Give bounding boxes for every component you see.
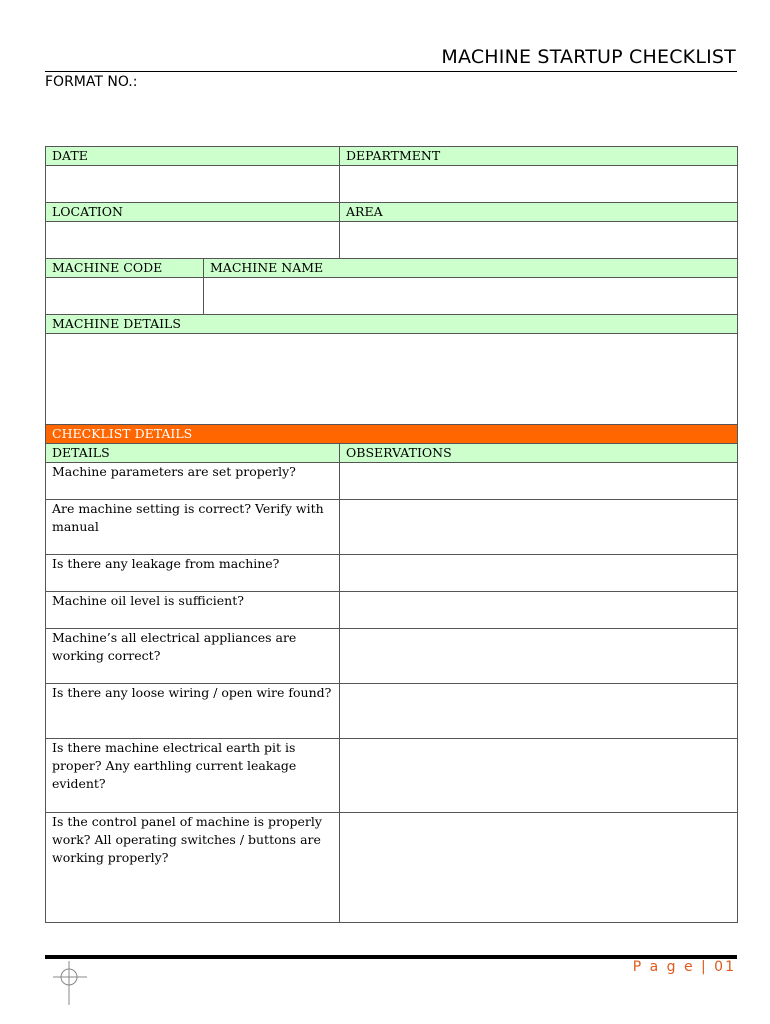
machine-name-label: MACHINE NAME bbox=[204, 259, 738, 278]
observation-field[interactable] bbox=[340, 813, 738, 923]
checklist-item: Machine’s all electrical appliances are working correct? bbox=[46, 629, 340, 684]
format-number-label: FORMAT NO.: bbox=[45, 74, 138, 90]
page-number: P a g e | 01 bbox=[632, 959, 736, 975]
checklist-row bbox=[46, 739, 738, 813]
observation-field[interactable] bbox=[340, 500, 738, 555]
title-rule bbox=[45, 71, 737, 72]
checklist-row bbox=[46, 629, 738, 684]
machine-code-field[interactable] bbox=[46, 278, 204, 315]
observation-field[interactable] bbox=[340, 592, 738, 629]
machine-code-label: MACHINE CODE bbox=[46, 259, 204, 278]
details-column-header: DETAILS bbox=[46, 444, 340, 463]
observations-column-header: OBSERVATIONS bbox=[340, 444, 738, 463]
machine-details-field[interactable] bbox=[46, 334, 738, 425]
checklist-row bbox=[46, 555, 738, 592]
observation-field[interactable] bbox=[340, 463, 738, 500]
checklist-section-header: CHECKLIST DETAILS bbox=[46, 425, 738, 444]
checklist-row bbox=[46, 813, 738, 923]
checklist-item: Machine parameters are set properly? bbox=[46, 463, 340, 500]
checklist-item: Are machine setting is correct? Verify with manual bbox=[46, 500, 340, 555]
checklist-item: Machine oil level is sufficient? bbox=[46, 592, 340, 629]
document-title: MACHINE STARTUP CHECKLIST bbox=[441, 46, 736, 68]
machine-details-label: MACHINE DETAILS bbox=[46, 315, 738, 334]
observation-field[interactable] bbox=[340, 684, 738, 739]
observation-field[interactable] bbox=[340, 555, 738, 592]
checklist-row bbox=[46, 463, 738, 500]
checklist-row bbox=[46, 684, 738, 739]
machine-startup-form bbox=[45, 146, 738, 923]
checklist-item: Is the control panel of machine is properly work? All operating switches / buttons are working properly? bbox=[46, 813, 340, 923]
department-field[interactable] bbox=[340, 166, 738, 203]
machine-name-field[interactable] bbox=[204, 278, 738, 315]
checklist-item: Is there any leakage from machine? bbox=[46, 555, 340, 592]
checklist-row bbox=[46, 500, 738, 555]
area-field[interactable] bbox=[340, 222, 738, 259]
checklist-row bbox=[46, 592, 738, 629]
observation-field[interactable] bbox=[340, 739, 738, 813]
location-field[interactable] bbox=[46, 222, 340, 259]
checklist-item: Is there any loose wiring / open wire found? bbox=[46, 684, 340, 739]
checklist-item: Is there machine electrical earth pit is proper? Any earthling current leakage evident? bbox=[46, 739, 340, 813]
location-label: LOCATION bbox=[46, 203, 340, 222]
area-label: AREA bbox=[340, 203, 738, 222]
department-label: DEPARTMENT bbox=[340, 147, 738, 166]
crosshair-icon bbox=[53, 961, 89, 1007]
observation-field[interactable] bbox=[340, 629, 738, 684]
date-field[interactable] bbox=[46, 166, 340, 203]
date-label: DATE bbox=[46, 147, 340, 166]
